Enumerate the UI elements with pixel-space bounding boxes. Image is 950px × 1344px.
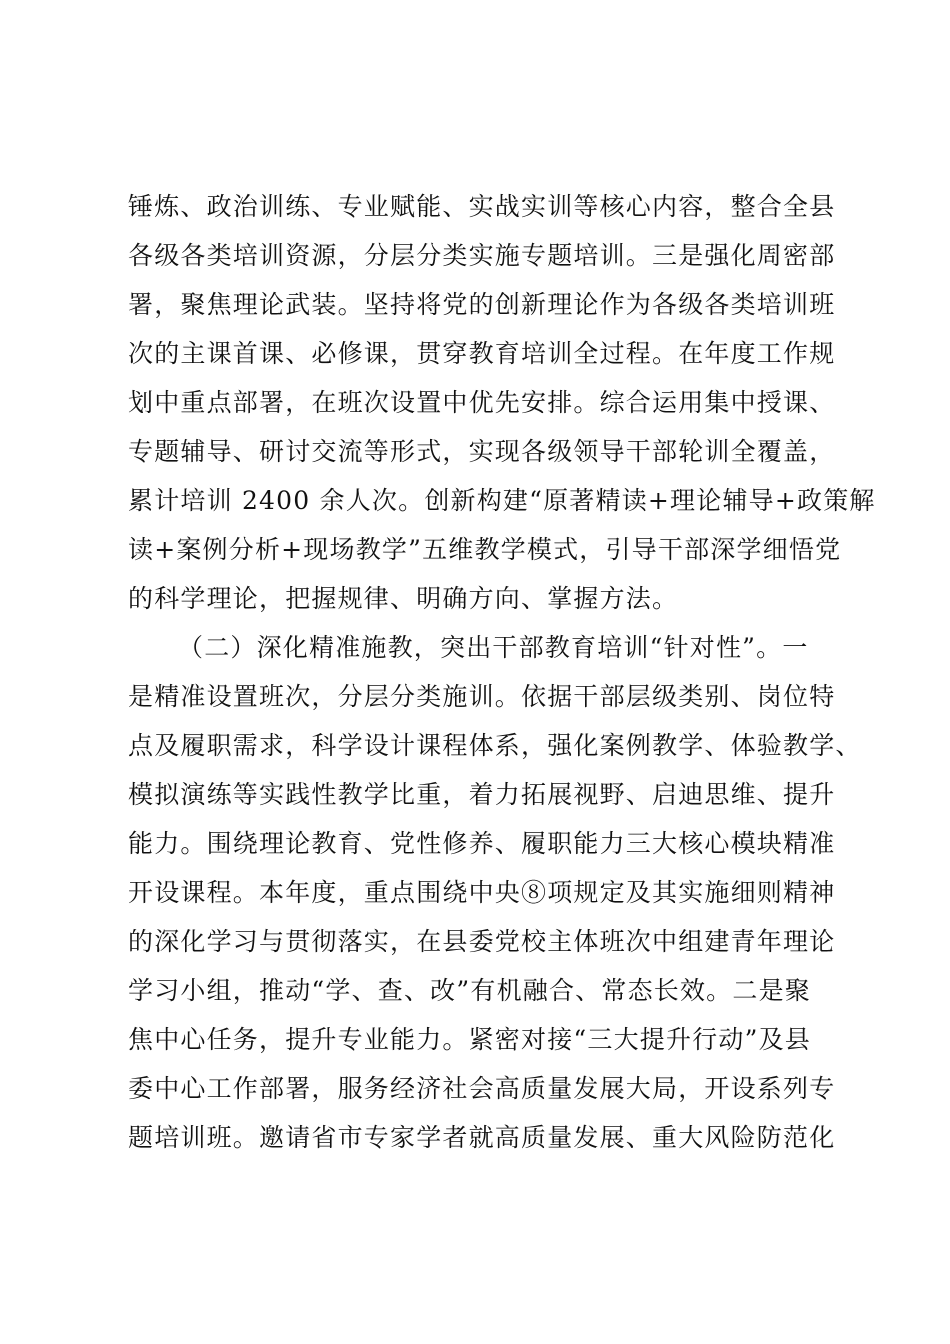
text-line: 署，聚焦理论武装。坚持将党的创新理论作为各级各类培训班: [128, 290, 836, 319]
text-line: 的科学理论，把握规律、明确方向、掌握方法。: [128, 584, 679, 613]
text-line: 点及履职需求，科学设计课程体系，强化案例教学、体验教学、: [128, 731, 862, 760]
text-line: 专题辅导、研讨交流等形式，实现各级领导干部轮训全覆盖，: [128, 437, 836, 466]
text-line: 次的主课首课、必修课，贯穿教育培训全过程。在年度工作规: [128, 339, 836, 368]
text-line: 的深化学习与贯彻落实，在县委党校主体班次中组建青年理论: [128, 927, 836, 956]
text-line: 委中心工作部署，服务经济社会高质量发展大局，开设系列专: [128, 1074, 836, 1103]
text-line: 模拟演练等实践性教学比重，着力拓展视野、启迪思维、提升: [128, 780, 836, 809]
text-line: 读+案例分析+现场教学”五维教学模式，引导干部深学细悟党: [128, 535, 842, 564]
text-line: 累计培训 2400 余人次。创新构建“原著精读+理论辅导+政策解: [128, 486, 876, 515]
text-line: 是精准设置班次，分层分类施训。依据干部层级类别、岗位特: [128, 682, 836, 711]
text-line: 开设课程。本年度，重点围绕中央⑧项规定及其实施细则精神: [128, 878, 836, 907]
text-line: 题培训班。邀请省市专家学者就高质量发展、重大风险防范化: [128, 1123, 836, 1152]
section-heading-line: （二）深化精准施教，突出干部教育培训“针对性”。一: [178, 633, 809, 662]
text-line: 学习小组，推动“学、查、改”有机融合、常态长效。二是聚: [128, 976, 811, 1005]
body-text: [128, 182, 876, 1162]
text-line: 划中重点部署，在班次设置中优先安排。综合运用集中授课、: [128, 388, 836, 417]
text-line: 焦中心任务，提升专业能力。紧密对接“三大提升行动”及县: [128, 1025, 811, 1054]
text-line: 能力。围绕理论教育、党性修养、履职能力三大核心模块精准: [128, 829, 836, 858]
text-line: 锤炼、政治训练、专业赋能、实战实训等核心内容，整合全县: [128, 192, 836, 221]
text-line: 各级各类培训资源，分层分类实施专题培训。三是强化周密部: [128, 241, 836, 270]
